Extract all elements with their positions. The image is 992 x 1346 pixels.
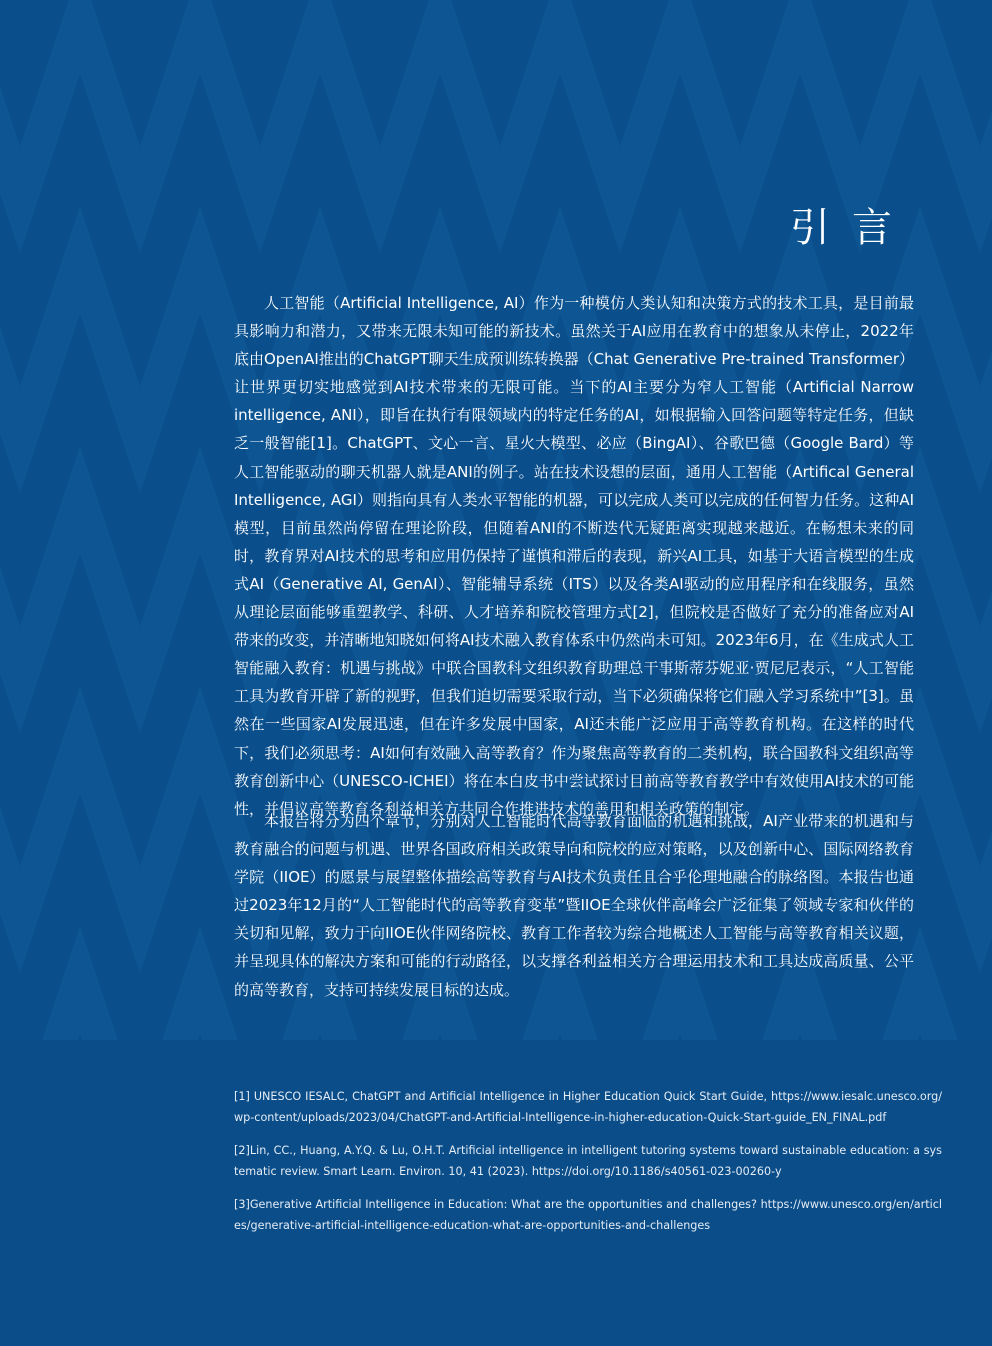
page-title: 引言 (790, 205, 914, 251)
footnote-1: [1] UNESCO IESALC, ChatGPT and Artificial Intelligence in Higher Education Quick Start Guide, https://www.iesalc.unesco.org/wp-content/uploads/2023/04/ChatGPT-and-Artificial-Intelligence-in-higher-education-Quick-Start-guide_EN_FINAL.pdf (234, 1090, 942, 1124)
footnote-2: [2]Lin, CC., Huang, A.Y.Q. & Lu, O.H.T. Artificial intelligence in intelligent tutoring systems toward sustainable education: a systematic review. Smart Learn. Environ. 10, 41 (2023). https://doi.org/10.1186/s40561-023-00260-y (234, 1144, 942, 1178)
intro-paragraph-2: 本报告将分为四个章节，分别对人工智能时代高等教育面临的机遇和挑战，AI产业带来的机遇和与教育融合的问题与机遇、世界各国政府相关政策导向和院校的应对策略，以及创新中心、国际网络教育学院（IIOE）的愿景与展望整体描绘高等教育与AI技术负责任且合乎伦理地融合的脉络图。本报告也通过2023年12月的“人工智能时代的高等教育变革”暨IIOE全球伙伴高峰会广泛征集了领域专家和伙伴的关切和见解，致力于向IIOE伙伴网络院校、教育工作者较为综合地概述人工智能与高等教育相关议题，并呈现具体的解决方案和可能的行动路径，以支撑各利益相关方合理运用技术和工具达成高质量、公平的高等教育，支持可持续发展目标的达成。 (234, 812, 914, 999)
footnote-3: [3]Generative Artificial Intelligence in Education: What are the opportunities and challenges? https://www.unesco.org/en/articles/generative-artificial-intelligence-education-what-are-opportunities-and-challenges (234, 1198, 942, 1232)
intro-paragraph-1: 人工智能（Artificial Intelligence, AI）作为一种模仿人类认知和决策方式的技术工具，是目前最具影响力和潜力，又带来无限未知可能的新技术。虽然关于AI应用在教育中的想象从未停止，2022年底由OpenAI推出的ChatGPT聊天生成预训练转换器（Chat Generative Pre-trained Transformer）让世界更切实地感觉到AI技术带来的无限可能。当下的AI主要分为窄人工智能（Artificial Narrow intelligence, ANI），即旨在执行有限领域内的特定任务的AI，如根据输入回答问题等特定任务，但缺乏一般智能[1]。ChatGPT、文心一言、星火大模型、必应（BingAI）、谷歌巴德（Google Bard）等人工智能驱动的聊天机器人就是ANI的例子。站在技术设想的层面，通用人工智能（Artifical General Intelligence, AGI）则指向具有人类水平智能的机器，可以完成人类可以完成的任何智力任务。这种AI模型，目前虽然尚停留在理论阶段，但随着ANI的不断迭代无疑距离实现越来越近。在畅想未来的同时，教育界对AI技术的思考和应用仍保持了谨慎和滞后的表现，新兴AI工具，如基于大语言模型的生成式AI（Generative AI, GenAI）、智能辅导系统（ITS）以及各类AI驱动的应用程序和在线服务，虽然从理论层面能够重塑教学、科研、人才培养和院校管理方式[2]，但院校是否做好了充分的准备应对AI带来的改变，并清晰地知晓如何将AI技术融入教育体系中仍然尚未可知。2023年6月，在《生成式人工智能融入教育：机遇与挑战》中联合国教科文组织教育助理总干事斯蒂芬妮亚·贾尼尼表示，“人工智能工具为教育开辟了新的视野，但我们迫切需要采取行动，当下必须确保将它们融入学习系统中”[3]。虽然在一些国家AI发展迅速，但在许多发展中国家，AI还未能广泛应用于高等教育机构。在这样的时代下，我们必须思考：AI如何有效融入高等教育？作为聚焦高等教育的二类机构，联合国教科文组织高等教育创新中心（UNESCO-ICHEI）将在本白皮书中尝试探讨目前高等教育教学中有效使用AI技术的可能性，并倡议高等教育各利益相关方共同合作推进技术的善用和相关政策的制定。 (234, 294, 915, 818)
footnotes (234, 1086, 942, 1248)
